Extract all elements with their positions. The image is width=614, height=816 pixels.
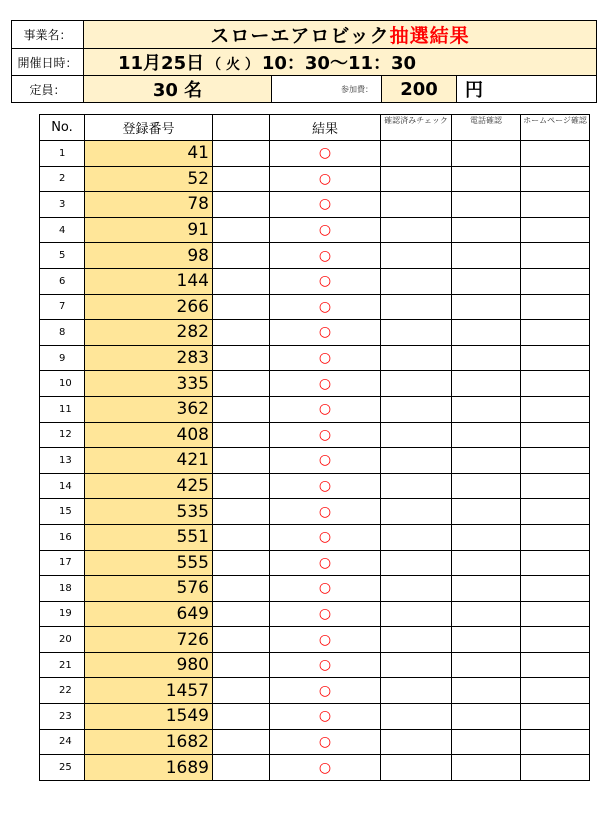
capacity-value: 30 名 <box>84 76 272 103</box>
result-mark: ○ <box>270 320 381 346</box>
result-mark: ○ <box>270 448 381 474</box>
phone-check-cell <box>452 550 521 576</box>
column-header-phone: 電話確認 <box>452 115 521 141</box>
table-row <box>40 601 590 627</box>
event-datetime <box>84 49 597 76</box>
table-row <box>40 550 590 576</box>
event-time: 10：30〜11：30 <box>261 53 417 74</box>
phone-check-cell <box>452 371 521 397</box>
table-row <box>40 371 590 397</box>
checked-cell <box>381 729 452 755</box>
table-row <box>40 166 590 192</box>
row-blank-cell <box>213 678 270 704</box>
datetime-label: 開催日時： <box>12 49 84 76</box>
registration-number: 144 <box>85 268 213 294</box>
phone-check-cell <box>452 678 521 704</box>
registration-number: 408 <box>85 422 213 448</box>
table-row <box>40 320 590 346</box>
phone-check-cell <box>452 294 521 320</box>
event-name-row <box>12 21 597 49</box>
result-mark: ○ <box>270 294 381 320</box>
checked-cell <box>381 243 452 269</box>
row-blank-cell <box>213 627 270 653</box>
registration-number: 41 <box>85 141 213 167</box>
row-number: 9 <box>40 345 85 371</box>
checked-cell <box>381 601 452 627</box>
row-blank-cell <box>213 755 270 781</box>
homepage-check-cell <box>521 192 590 218</box>
row-blank-cell <box>213 448 270 474</box>
phone-check-cell <box>452 141 521 167</box>
checked-cell <box>381 345 452 371</box>
row-number: 23 <box>40 704 85 730</box>
row-blank-cell <box>213 652 270 678</box>
title-result: 抽選結果 <box>389 25 470 47</box>
result-mark: ○ <box>270 141 381 167</box>
result-mark: ○ <box>270 243 381 269</box>
registration-number: 1682 <box>85 729 213 755</box>
registration-number: 1689 <box>85 755 213 781</box>
registration-number: 980 <box>85 652 213 678</box>
row-blank-cell <box>213 601 270 627</box>
result-mark: ○ <box>270 755 381 781</box>
homepage-check-cell <box>521 755 590 781</box>
checked-cell <box>381 268 452 294</box>
registration-number: 726 <box>85 627 213 653</box>
result-mark: ○ <box>270 524 381 550</box>
result-mark: ○ <box>270 473 381 499</box>
phone-check-cell <box>452 166 521 192</box>
row-blank-cell <box>213 499 270 525</box>
homepage-check-cell <box>521 524 590 550</box>
title-main: スローエアロビック <box>210 25 390 47</box>
event-name-label: 事業名： <box>12 21 84 49</box>
row-blank-cell <box>213 371 270 397</box>
checked-cell <box>381 499 452 525</box>
phone-check-cell <box>452 755 521 781</box>
result-mark: ○ <box>270 166 381 192</box>
event-header <box>11 20 597 103</box>
table-row <box>40 448 590 474</box>
phone-check-cell <box>452 268 521 294</box>
phone-check-cell <box>452 601 521 627</box>
row-number: 19 <box>40 601 85 627</box>
registration-number: 421 <box>85 448 213 474</box>
result-mark: ○ <box>270 576 381 602</box>
registration-number: 283 <box>85 345 213 371</box>
row-number: 25 <box>40 755 85 781</box>
homepage-check-cell <box>521 396 590 422</box>
registration-number: 78 <box>85 192 213 218</box>
lottery-results-table <box>39 114 590 781</box>
result-mark: ○ <box>270 601 381 627</box>
registration-number: 98 <box>85 243 213 269</box>
phone-check-cell <box>452 499 521 525</box>
phone-check-cell <box>452 320 521 346</box>
row-blank-cell <box>213 141 270 167</box>
registration-number: 1457 <box>85 678 213 704</box>
row-blank-cell <box>213 473 270 499</box>
phone-check-cell <box>452 448 521 474</box>
homepage-check-cell <box>521 499 590 525</box>
event-weekday: （ 火 ） <box>207 57 259 73</box>
checked-cell <box>381 524 452 550</box>
row-blank-cell <box>213 192 270 218</box>
row-blank-cell <box>213 243 270 269</box>
row-blank-cell <box>213 320 270 346</box>
homepage-check-cell <box>521 371 590 397</box>
phone-check-cell <box>452 345 521 371</box>
table-row <box>40 422 590 448</box>
table-row <box>40 499 590 525</box>
homepage-check-cell <box>521 678 590 704</box>
registration-number: 362 <box>85 396 213 422</box>
registration-number: 425 <box>85 473 213 499</box>
registration-number: 551 <box>85 524 213 550</box>
table-row <box>40 192 590 218</box>
registration-number: 52 <box>85 166 213 192</box>
capacity-row <box>12 76 597 103</box>
registration-number: 535 <box>85 499 213 525</box>
row-number: 3 <box>40 192 85 218</box>
table-row <box>40 678 590 704</box>
row-blank-cell <box>213 345 270 371</box>
column-header-homepage: ホームページ確認 <box>521 115 590 141</box>
table-row <box>40 652 590 678</box>
row-number: 13 <box>40 448 85 474</box>
checked-cell <box>381 473 452 499</box>
phone-check-cell <box>452 576 521 602</box>
result-mark: ○ <box>270 345 381 371</box>
column-header-no: No. <box>40 115 85 141</box>
row-number: 18 <box>40 576 85 602</box>
homepage-check-cell <box>521 704 590 730</box>
row-number: 17 <box>40 550 85 576</box>
column-header-result: 結果 <box>270 115 381 141</box>
checked-cell <box>381 755 452 781</box>
row-number: 15 <box>40 499 85 525</box>
registration-number: 282 <box>85 320 213 346</box>
phone-check-cell <box>452 243 521 269</box>
event-date: 11月25日 <box>118 53 205 74</box>
result-mark: ○ <box>270 678 381 704</box>
table-row <box>40 217 590 243</box>
result-mark: ○ <box>270 396 381 422</box>
result-mark: ○ <box>270 217 381 243</box>
row-number: 5 <box>40 243 85 269</box>
result-mark: ○ <box>270 729 381 755</box>
row-blank-cell <box>213 268 270 294</box>
checked-cell <box>381 550 452 576</box>
row-blank-cell <box>213 550 270 576</box>
row-number: 14 <box>40 473 85 499</box>
row-number: 16 <box>40 524 85 550</box>
registration-number: 649 <box>85 601 213 627</box>
table-row <box>40 396 590 422</box>
homepage-check-cell <box>521 166 590 192</box>
homepage-check-cell <box>521 243 590 269</box>
table-row <box>40 141 590 167</box>
column-header-blank <box>213 115 270 141</box>
table-row <box>40 576 590 602</box>
phone-check-cell <box>452 192 521 218</box>
checked-cell <box>381 678 452 704</box>
phone-check-cell <box>452 729 521 755</box>
checked-cell <box>381 320 452 346</box>
checked-cell <box>381 141 452 167</box>
row-number: 11 <box>40 396 85 422</box>
fee-label: 参加費： <box>272 76 382 103</box>
phone-check-cell <box>452 473 521 499</box>
checked-cell <box>381 166 452 192</box>
result-mark: ○ <box>270 192 381 218</box>
row-number: 8 <box>40 320 85 346</box>
row-blank-cell <box>213 524 270 550</box>
checked-cell <box>381 422 452 448</box>
registration-number: 266 <box>85 294 213 320</box>
datetime-row <box>12 49 597 76</box>
row-blank-cell <box>213 396 270 422</box>
row-blank-cell <box>213 422 270 448</box>
checked-cell <box>381 652 452 678</box>
table-row <box>40 755 590 781</box>
checked-cell <box>381 576 452 602</box>
registration-number: 335 <box>85 371 213 397</box>
checked-cell <box>381 396 452 422</box>
table-row <box>40 473 590 499</box>
row-number: 1 <box>40 141 85 167</box>
homepage-check-cell <box>521 294 590 320</box>
result-mark: ○ <box>270 627 381 653</box>
row-blank-cell <box>213 294 270 320</box>
homepage-check-cell <box>521 550 590 576</box>
row-number: 24 <box>40 729 85 755</box>
homepage-check-cell <box>521 627 590 653</box>
result-mark: ○ <box>270 652 381 678</box>
checked-cell <box>381 371 452 397</box>
phone-check-cell <box>452 422 521 448</box>
phone-check-cell <box>452 217 521 243</box>
checked-cell <box>381 627 452 653</box>
phone-check-cell <box>452 524 521 550</box>
result-mark: ○ <box>270 704 381 730</box>
column-header-registration: 登録番号 <box>85 115 213 141</box>
homepage-check-cell <box>521 217 590 243</box>
table-header-row <box>40 115 590 141</box>
table-row <box>40 243 590 269</box>
homepage-check-cell <box>521 141 590 167</box>
result-mark: ○ <box>270 499 381 525</box>
row-number: 2 <box>40 166 85 192</box>
registration-number: 555 <box>85 550 213 576</box>
row-blank-cell <box>213 217 270 243</box>
homepage-check-cell <box>521 652 590 678</box>
row-number: 6 <box>40 268 85 294</box>
table-row <box>40 294 590 320</box>
homepage-check-cell <box>521 345 590 371</box>
row-blank-cell <box>213 729 270 755</box>
page-title <box>84 21 597 49</box>
row-number: 10 <box>40 371 85 397</box>
capacity-label: 定員： <box>12 76 84 103</box>
row-number: 7 <box>40 294 85 320</box>
checked-cell <box>381 704 452 730</box>
homepage-check-cell <box>521 422 590 448</box>
table-row <box>40 524 590 550</box>
phone-check-cell <box>452 396 521 422</box>
homepage-check-cell <box>521 268 590 294</box>
checked-cell <box>381 448 452 474</box>
column-header-checked: 確認済みチェック <box>381 115 452 141</box>
table-body <box>40 141 590 781</box>
result-mark: ○ <box>270 422 381 448</box>
row-blank-cell <box>213 576 270 602</box>
fee-unit: 円 <box>457 76 597 103</box>
result-mark: ○ <box>270 371 381 397</box>
row-number: 21 <box>40 652 85 678</box>
homepage-check-cell <box>521 576 590 602</box>
row-number: 20 <box>40 627 85 653</box>
table-row <box>40 627 590 653</box>
result-mark: ○ <box>270 268 381 294</box>
table-row <box>40 345 590 371</box>
row-blank-cell <box>213 704 270 730</box>
checked-cell <box>381 217 452 243</box>
row-number: 12 <box>40 422 85 448</box>
homepage-check-cell <box>521 448 590 474</box>
homepage-check-cell <box>521 473 590 499</box>
row-number: 22 <box>40 678 85 704</box>
row-number: 4 <box>40 217 85 243</box>
phone-check-cell <box>452 652 521 678</box>
row-blank-cell <box>213 166 270 192</box>
table-row <box>40 729 590 755</box>
checked-cell <box>381 294 452 320</box>
registration-number: 1549 <box>85 704 213 730</box>
homepage-check-cell <box>521 320 590 346</box>
result-mark: ○ <box>270 550 381 576</box>
fee-value: 200 <box>382 76 457 103</box>
phone-check-cell <box>452 627 521 653</box>
registration-number: 576 <box>85 576 213 602</box>
table-row <box>40 268 590 294</box>
homepage-check-cell <box>521 601 590 627</box>
homepage-check-cell <box>521 729 590 755</box>
registration-number: 91 <box>85 217 213 243</box>
table-row <box>40 704 590 730</box>
checked-cell <box>381 192 452 218</box>
phone-check-cell <box>452 704 521 730</box>
